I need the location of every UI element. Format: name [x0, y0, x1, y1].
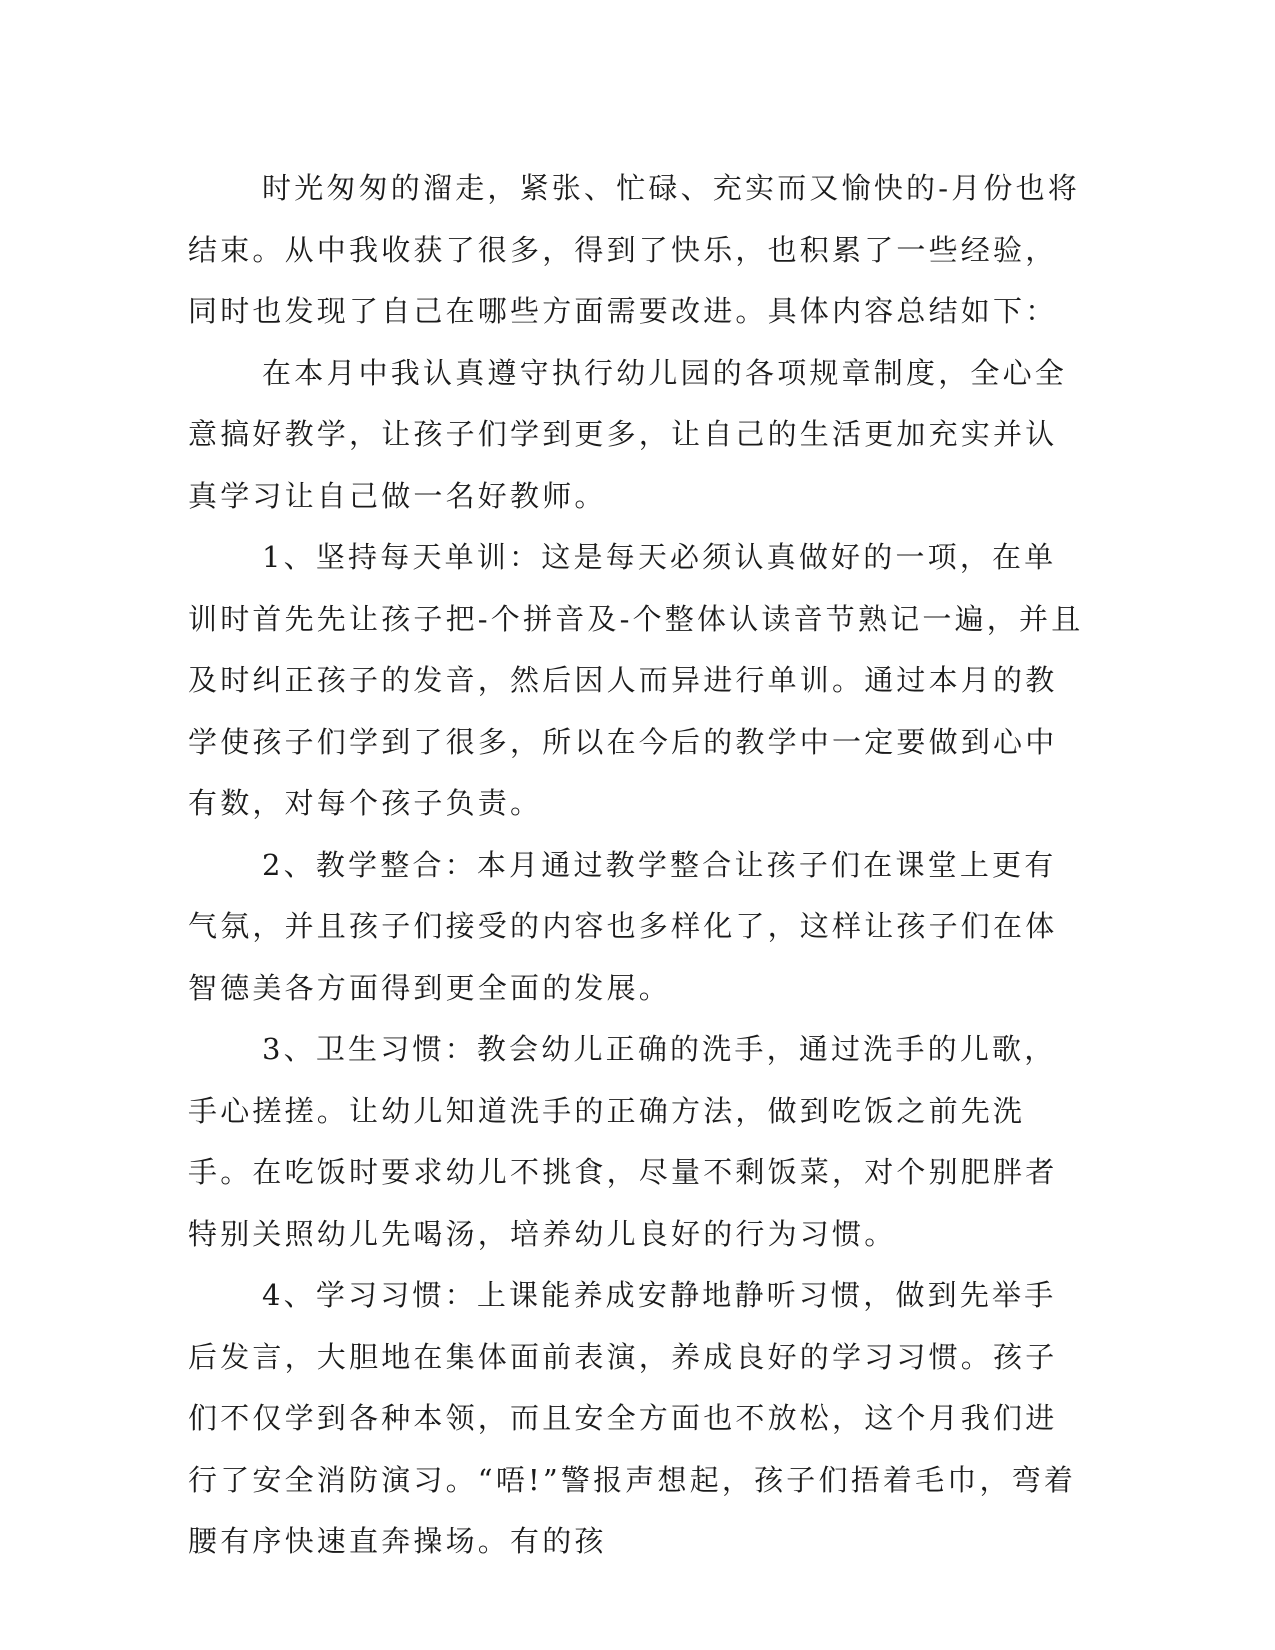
- paragraph-item-1: 1、坚持每天单训：这是每天必须认真做好的一项，在单训时首先先让孩子把-个拼音及-个整体认读音节熟记一遍，并且及时纠正孩子的发音，然后因人而异进行单训。通过本月的教学使孩子们学到了很多，所以在今后的教学中一定要做到心中有数，对每个孩子负责。: [188, 540, 1084, 820]
- paragraph-rules: 在本月中我认真遵守执行幼儿园的各项规章制度，全心全意搞好教学，让孩子们学到更多，让自己的生活更加充实并认真学习让自己做一名好教师。: [188, 355, 1068, 513]
- paragraph-item-4: 4、学习习惯：上课能养成安静地静听习惯，做到先举手后发言，大胆地在集体面前表演，养成良好的学习习惯。孩子们不仅学到各种本领，而且安全方面也不放松，这个月我们进行了安全消防演习。“唔!”警报声想起，孩子们捂着毛巾，弯着腰有序快速直奔操场。有的孩: [188, 1278, 1077, 1558]
- paragraph-item-2: 2、教学整合：本月通过教学整合让孩子们在课堂上更有气氛，并且孩子们接受的内容也多样化了，这样让孩子们在体智德美各方面得到更全面的发展。: [188, 847, 1058, 1005]
- paragraph-intro: 时光匆匆的溜走，紧张、忙碌、充实而又愉快的-月份也将结束。从中我收获了很多，得到了快乐，也积累了一些经验，同时也发现了自己在哪些方面需要改进。具体内容总结如下：: [188, 171, 1080, 328]
- paragraph-item-3: 3、卫生习惯：教会幼儿正确的洗手，通过洗手的儿歌，手心搓搓。让幼儿知道洗手的正确方法，做到吃饭之前先洗手。在吃饭时要求幼儿不挑食，尽量不剩饭菜，对个别肥胖者特别关照幼儿先喝汤，培养幼儿良好的行为习惯。: [188, 1032, 1058, 1251]
- document-body: [188, 158, 1088, 1573]
